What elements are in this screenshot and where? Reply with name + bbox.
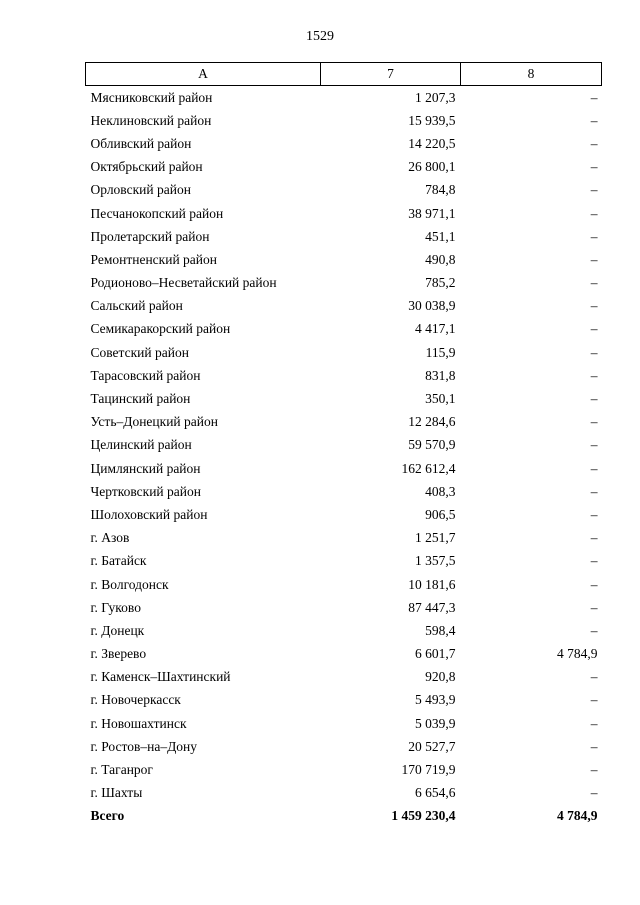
column-header-a: А xyxy=(86,63,321,86)
value-col-8: – xyxy=(590,437,598,453)
territory-name: г. Ростов–на–Дону xyxy=(90,738,198,754)
value-col-8: – xyxy=(590,785,598,801)
value-col-7: 20 527,7 xyxy=(408,738,456,754)
value-col-7: 831,8 xyxy=(425,367,456,383)
table-row xyxy=(86,480,602,503)
table-row xyxy=(86,666,602,689)
table-row xyxy=(86,573,602,596)
total-row xyxy=(86,805,602,828)
table-row xyxy=(86,86,602,110)
value-col-7: 4 417,1 xyxy=(415,321,456,337)
value-col-8: – xyxy=(590,135,598,151)
value-col-7: 15 939,5 xyxy=(408,112,456,128)
table-row xyxy=(86,712,602,735)
value-col-8: – xyxy=(590,692,598,708)
value-col-7: 451,1 xyxy=(425,228,456,244)
table-body xyxy=(86,86,602,829)
table-row xyxy=(86,457,602,480)
territory-name: Мясниковский район xyxy=(90,89,213,105)
table-row xyxy=(86,527,602,550)
territory-name: Советский район xyxy=(90,344,189,360)
value-col-7: 14 220,5 xyxy=(408,135,456,151)
value-col-7: 87 447,3 xyxy=(408,599,456,615)
territory-name: г. Волгодонск xyxy=(90,576,169,592)
territory-name: г. Новошахтинск xyxy=(90,715,187,731)
territory-name: г. Таганрог xyxy=(90,762,153,778)
value-col-7: 5 493,9 xyxy=(415,692,456,708)
value-col-7: 59 570,9 xyxy=(408,437,456,453)
value-col-7: 350,1 xyxy=(425,391,456,407)
table-row xyxy=(86,643,602,666)
territory-name: Песчанокопский район xyxy=(90,205,224,221)
territory-name: Неклиновский район xyxy=(90,112,212,128)
table-row xyxy=(86,225,602,248)
data-table xyxy=(85,62,602,828)
value-col-8: – xyxy=(590,553,598,569)
table-header-row xyxy=(86,63,602,86)
table-row xyxy=(86,272,602,295)
total-col-7: 1 459 230,4 xyxy=(391,808,456,824)
territory-name: Усть–Донецкий район xyxy=(90,414,218,430)
value-col-7: 162 612,4 xyxy=(401,460,456,476)
value-col-7: 784,8 xyxy=(425,182,456,198)
value-col-7: 490,8 xyxy=(425,251,456,267)
table-row xyxy=(86,341,602,364)
value-col-7: 170 719,9 xyxy=(401,762,456,778)
territory-name: Октябрьский район xyxy=(90,159,203,175)
value-col-8: – xyxy=(590,367,598,383)
table-row xyxy=(86,132,602,155)
table-row xyxy=(86,179,602,202)
value-col-8: – xyxy=(590,460,598,476)
value-col-8: – xyxy=(590,251,598,267)
value-col-7: 408,3 xyxy=(425,483,456,499)
table-row xyxy=(86,758,602,781)
territory-name: Чертковский район xyxy=(90,483,201,499)
table-row xyxy=(86,619,602,642)
value-col-7: 30 038,9 xyxy=(408,298,456,314)
value-col-8: – xyxy=(590,599,598,615)
value-col-8: – xyxy=(590,205,598,221)
territory-name: г. Каменск–Шахтинский xyxy=(90,669,231,685)
territory-name: г. Зверево xyxy=(90,646,147,662)
table-row xyxy=(86,387,602,410)
total-col-8: 4 784,9 xyxy=(557,808,598,824)
territory-name: Шолоховский район xyxy=(90,506,208,522)
table-row xyxy=(86,596,602,619)
table-row xyxy=(86,202,602,225)
table-row xyxy=(86,411,602,434)
table-row xyxy=(86,156,602,179)
value-col-8: – xyxy=(590,112,598,128)
territory-name: Тацинский район xyxy=(90,391,191,407)
value-col-8: – xyxy=(590,89,598,105)
value-col-8: – xyxy=(590,228,598,244)
value-col-7: 598,4 xyxy=(425,622,456,638)
value-col-8: – xyxy=(590,298,598,314)
column-header-8: 8 xyxy=(461,63,602,86)
table-row xyxy=(86,318,602,341)
table-row xyxy=(86,248,602,271)
value-col-8: – xyxy=(590,762,598,778)
page-number: 1529 xyxy=(306,29,334,44)
value-col-8: – xyxy=(590,506,598,522)
territory-name: Обливский район xyxy=(90,135,192,151)
territory-name: г. Азов xyxy=(90,530,130,546)
table-row xyxy=(86,550,602,573)
territory-name: Пролетарский район xyxy=(90,228,210,244)
value-col-8: – xyxy=(590,321,598,337)
value-col-8: – xyxy=(590,622,598,638)
value-col-7: 1 251,7 xyxy=(415,530,456,546)
value-col-7: 1 207,3 xyxy=(415,89,456,105)
value-col-8: – xyxy=(590,483,598,499)
value-col-7: 115,9 xyxy=(425,344,456,360)
value-col-7: 5 039,9 xyxy=(415,715,456,731)
value-col-8: – xyxy=(590,576,598,592)
value-col-7: 1 357,5 xyxy=(415,553,456,569)
table-row xyxy=(86,295,602,318)
value-col-7: 10 181,6 xyxy=(408,576,456,592)
column-header-7: 7 xyxy=(321,63,461,86)
territory-name: г. Шахты xyxy=(90,785,143,801)
territory-name: Сальский район xyxy=(90,298,183,314)
value-col-7: 920,8 xyxy=(425,669,456,685)
table-row xyxy=(86,735,602,758)
total-label: Всего xyxy=(90,808,125,824)
value-col-7: 12 284,6 xyxy=(408,414,456,430)
value-col-8: – xyxy=(590,715,598,731)
table-row xyxy=(86,782,602,805)
value-col-8: – xyxy=(590,391,598,407)
value-col-8: – xyxy=(590,414,598,430)
territory-name: г. Гуково xyxy=(90,599,141,615)
value-col-8: 4 784,9 xyxy=(557,646,598,662)
territory-name: г. Новочеркасск xyxy=(90,692,181,708)
table-row xyxy=(86,689,602,712)
territory-name: Семикаракорский район xyxy=(90,321,231,337)
territory-name: Родионово–Несветайский район xyxy=(90,275,277,291)
value-col-8: – xyxy=(590,159,598,175)
territory-name: Целинский район xyxy=(90,437,192,453)
value-col-7: 6 654,6 xyxy=(415,785,456,801)
value-col-7: 6 601,7 xyxy=(415,646,456,662)
value-col-8: – xyxy=(590,275,598,291)
table-row xyxy=(86,109,602,132)
table-row xyxy=(86,503,602,526)
table-row xyxy=(86,434,602,457)
territory-name: Орловский район xyxy=(90,182,191,198)
territory-name: г. Батайск xyxy=(90,553,147,569)
territory-name: Цимлянский район xyxy=(90,460,201,476)
table-row xyxy=(86,364,602,387)
value-col-8: – xyxy=(590,669,598,685)
value-col-8: – xyxy=(590,344,598,360)
value-col-7: 26 800,1 xyxy=(408,159,456,175)
territory-name: Тарасовский район xyxy=(90,367,201,383)
territory-name: Ремонтненский район xyxy=(90,251,217,267)
value-col-8: – xyxy=(590,738,598,754)
value-col-7: 38 971,1 xyxy=(408,205,456,221)
value-col-8: – xyxy=(590,182,598,198)
value-col-7: 785,2 xyxy=(425,275,456,291)
value-col-8: – xyxy=(590,530,598,546)
territory-name: г. Донецк xyxy=(90,622,145,638)
value-col-7: 906,5 xyxy=(425,506,456,522)
